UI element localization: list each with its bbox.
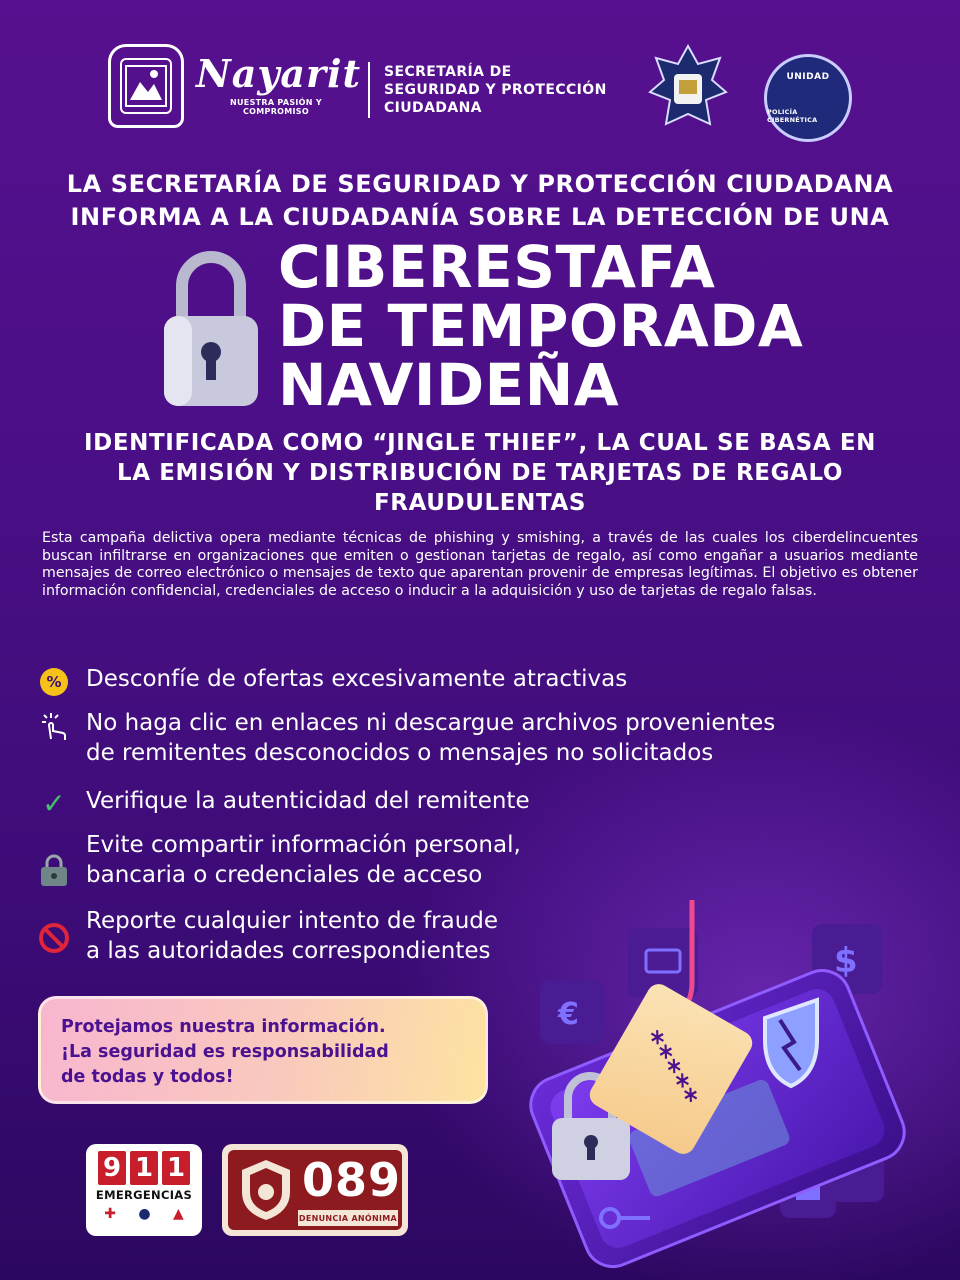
brand-name: Nayarit [196, 51, 362, 96]
agency-name [384, 63, 644, 117]
tip-item [36, 830, 936, 890]
nayarit-coat-of-arms-logo [108, 44, 184, 128]
check-icon: ✓ [42, 787, 66, 820]
intro-line-2: INFORMA A LA CIUDADANÍA SOBRE LA DETECCIÓN DE UNA [70, 203, 890, 231]
header-divider [368, 62, 370, 118]
tip-item [36, 786, 936, 822]
tip-3-line-1: Verifique la autenticidad del remitente [86, 788, 530, 814]
digit-9: 9 [98, 1151, 126, 1185]
large-padlock-icon [162, 240, 260, 410]
anonymous-number: 089 [302, 1153, 402, 1207]
tip-item [36, 664, 936, 700]
red-cross-icon: ✚ [104, 1206, 116, 1222]
intro-heading [20, 168, 940, 234]
hand-click-icon [37, 709, 71, 743]
safety-callout-box [38, 996, 488, 1104]
callout-line-3: de todas y todos! [61, 1067, 234, 1087]
anonymous-label: DENUNCIA ANÓNIMA [298, 1210, 398, 1226]
subtitle [20, 428, 940, 518]
brand-tagline: NUESTRA PASIÓN Y COMPROMISO [230, 98, 322, 116]
title-line-2: DE TEMPORADA [278, 292, 804, 360]
tip-4-line-1: Evite compartir información personal, [86, 832, 521, 858]
fire-icon: ▲ [173, 1206, 184, 1222]
callout-line-2: ¡La seguridad es responsabilidad [61, 1042, 389, 1062]
agency-line-1: SECRETARÍA DE [384, 64, 512, 80]
agency-line-3: CIUDADANA [384, 100, 482, 116]
tip-1-line-1: Desconfíe de ofertas excesivamente atractivas [86, 666, 628, 692]
agency-line-2: SEGURIDAD Y PROTECCIÓN [384, 82, 607, 98]
emergency-911-badge [86, 1144, 202, 1236]
padlock-icon [37, 852, 71, 888]
digit-1: 1 [130, 1151, 158, 1185]
emergency-label: EMERGENCIAS [95, 1188, 193, 1202]
tip-4-line-2: bancaria o credenciales de acceso [86, 862, 483, 888]
tip-2-line-1: No haga clic en enlaces ni descargue archivos provenientes [86, 710, 776, 736]
title-line-3: NAVIDEÑA [278, 351, 620, 419]
nayarit-brand [196, 51, 362, 116]
tip-item [36, 708, 936, 768]
subtitle-line-3: FRAUDULENTAS [373, 490, 587, 516]
euro-icon: € [558, 997, 579, 1032]
digit-1b: 1 [162, 1151, 190, 1185]
police-cap-icon: ● [138, 1206, 151, 1222]
subtitle-line-2: LA EMISIÓN Y DISTRIBUCIÓN DE TARJETAS DE REGALO [116, 460, 844, 486]
percent-badge-icon: % [40, 668, 68, 696]
subtitle-line-1: IDENTIFICADA COMO “JINGLE THIEF”, LA CUAL SE BASA EN [84, 430, 876, 456]
prohibited-icon [37, 921, 71, 955]
main-title [278, 233, 838, 419]
tip-2-line-2: de remitentes desconocidos o mensajes no solicitados [86, 740, 714, 766]
cyber-police-unit-badge [764, 54, 852, 142]
tip-5-line-1: Reporte cualquier intento de fraude [86, 908, 499, 934]
card-password-stars: ***** [635, 1024, 707, 1114]
crest-emblem-icon [122, 60, 170, 112]
description-paragraph: Esta campaña delictiva opera mediante técnicas de phishing y smishing, a través de las cuales los ciberdelincuentes buscan infiltrarse en organizaciones que emiten o gestionan tarjetas de regalo, así como engañar a usuarios mediante mensajes de correo electrónico o mensajes de texto que aparentan provenir de empresas legítimas. El objetivo es obtener información confidencial, credenciales de acceso o inducir a la adquisición y uso de tarjetas de regalo falsas. [42, 530, 918, 599]
title-line-1: CIBERESTAFA [278, 233, 716, 301]
callout-line-1: Protejamos nuestra información. [61, 1017, 386, 1037]
intro-line-1: LA SECRETARÍA DE SEGURIDAD Y PROTECCIÓN CIUDADANA [66, 170, 894, 198]
dollar-icon: $ [834, 941, 858, 981]
mexico-shield-icon [238, 1158, 294, 1222]
state-police-star-badge-icon [648, 44, 728, 132]
anonymous-report-089-badge [222, 1144, 408, 1236]
cyber-badge-top-text: UNIDAD [786, 72, 830, 82]
tip-5-line-2: a las autoridades correspondientes [86, 938, 491, 964]
cyber-badge-bottom-text: POLICÍA CIBERNÉTICA [767, 108, 818, 124]
